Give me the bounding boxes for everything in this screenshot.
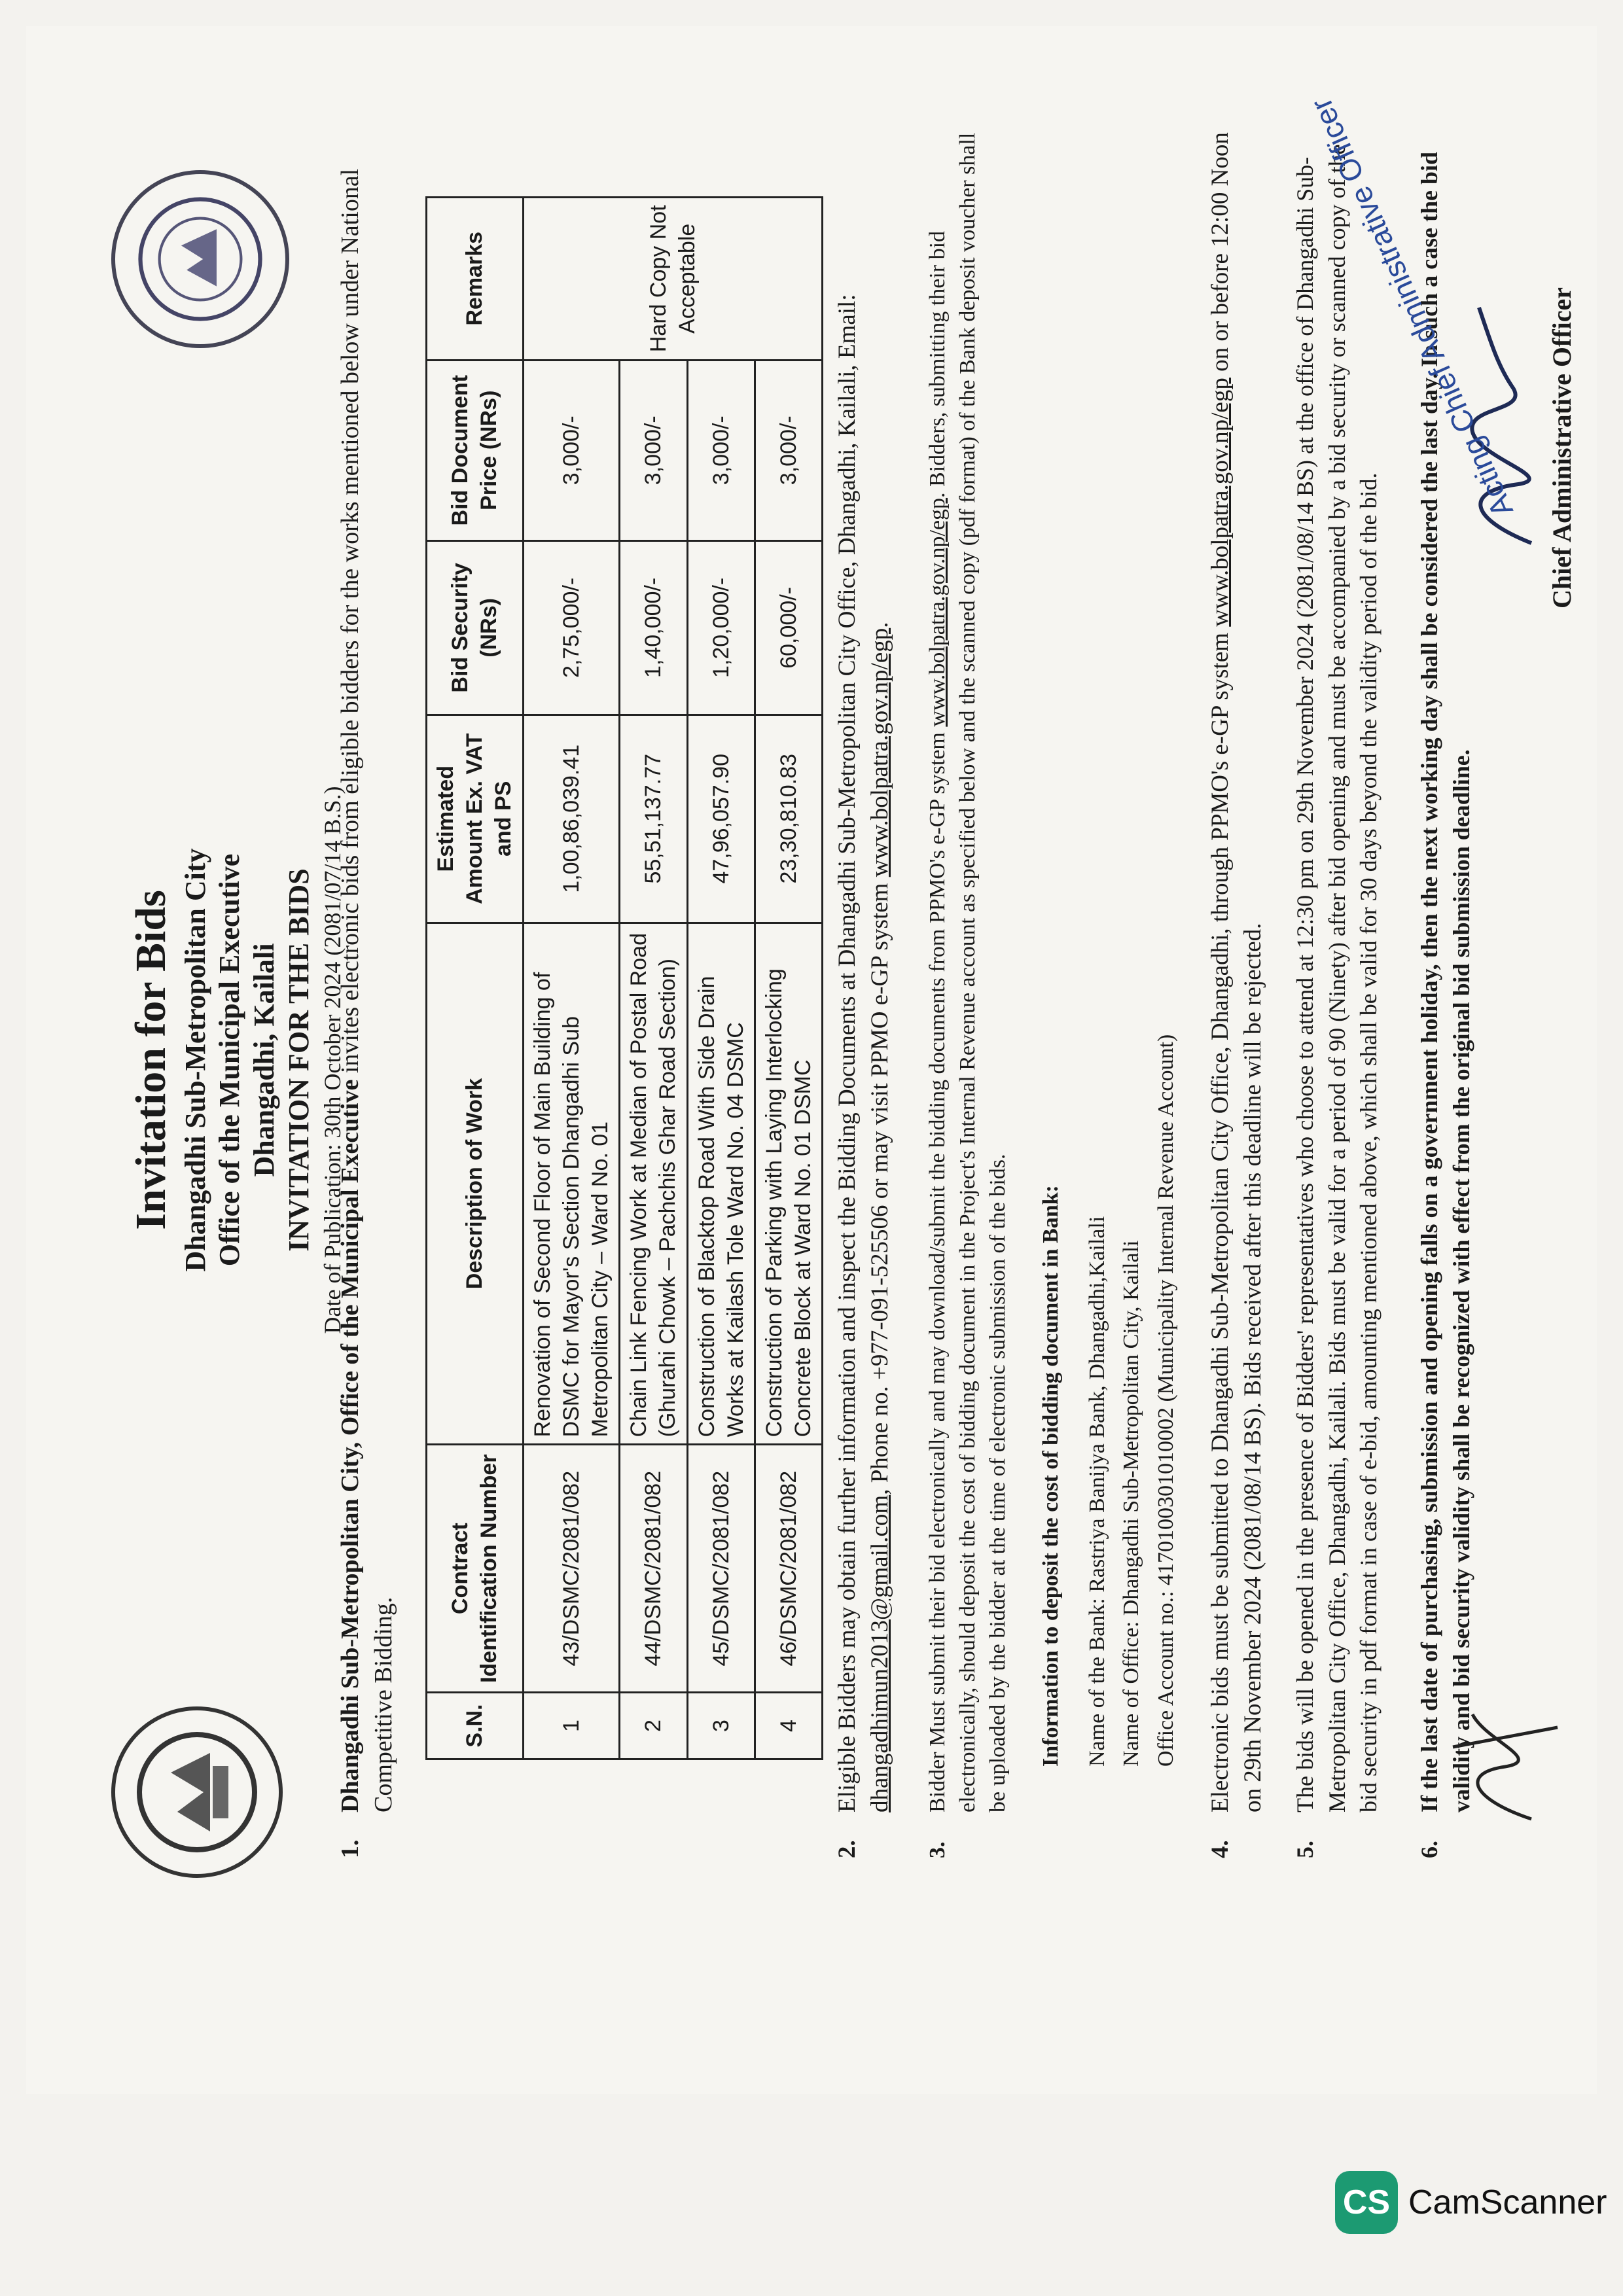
- initials-signature-icon: [1433, 1649, 1564, 1845]
- p5-text: The bids will be opened in the presence of Bidders' representatives who choose to attend at 12:30 pm on 29th November 2024 (2081/08/14 BS) at the office of Dhangadhi Sub-Metropolitan City Office, Dhangadhi, Kailali. Bids must be valid for a period of 90 (Ninety) after bid opening and must be accompanied by a bid security or scanned copy of the bid security in pdf format in case of e-bid, amounting mentioned above, which shall be valid for 30 days beyond the validity period of the bid.: [1292, 144, 1382, 1812]
- col-contract-id: Contract Identification Number: [427, 1445, 524, 1693]
- egp-link[interactable]: www.bolpatra.gov.np/egp: [1207, 378, 1234, 627]
- cell-bid-security: 1,20,000/-: [687, 540, 755, 715]
- cell-bid-security: 2,75,000/-: [523, 540, 620, 715]
- col-description: Description of Work: [427, 923, 524, 1445]
- p3-text-a: Bidder Must submit their bid electronically and may download/submit the bidding documents from PPMO's e-GP system: [925, 726, 950, 1812]
- p6-text: If the last date of purchasing, submission and opening falls on a government holiday, then the next working day shall be considered the last day. In such a case the bid validity and bid security validity shall be recognized with effect from the original bid submission deadline.: [1416, 151, 1474, 1812]
- acting-officer-stamp: Acting Chief Administrative Officer: [1304, 93, 1520, 522]
- item-number: 4.: [1207, 1840, 1234, 1858]
- cell-contract-id: 44/DSMC/2081/082: [620, 1445, 687, 1693]
- intro-bold: Dhangadhi Sub-Metropolitan City, Office of the Municipal Executive: [336, 1079, 364, 1812]
- p4-text-b: on or before 12:00 Noon on 29th November 2024 (2081/08/14 BS). Bids received after this deadline will be rejected.: [1207, 132, 1266, 1812]
- intro-text: invites electronic bids from eligible bidders for the works mentioned below under National Competitive Bidding.: [336, 168, 398, 1812]
- cell-estimated-amount: 55,51,137.77: [620, 715, 687, 923]
- col-remarks: Remarks: [427, 198, 524, 361]
- bank-info: [1034, 1034, 1184, 1767]
- municipality-name: Dhangadhi Sub-Metropolitan City: [179, 848, 211, 1272]
- intro-paragraph: [334, 137, 401, 1858]
- office-location: Dhangadhi, Kailali: [248, 943, 281, 1177]
- office-account: Office Account no.: 41701003010100​02 (Municipality Internal Revenue Account): [1154, 1034, 1179, 1767]
- item-number: 3.: [925, 1841, 950, 1858]
- item-number: 2.: [834, 1840, 861, 1858]
- cell-contract-id: 46/DSMC/2081/082: [755, 1445, 822, 1693]
- cell-bid-document-price: 3,000/-: [620, 360, 687, 540]
- col-bid-security: Bid Security (NRs): [427, 540, 524, 715]
- cell-sn: 1: [523, 1693, 620, 1759]
- table-header-row: [427, 198, 524, 1759]
- paragraph-5: [1289, 131, 1385, 1858]
- paragraph-2: [831, 131, 897, 1858]
- bids-table: [425, 196, 823, 1760]
- paragraph-3: [923, 131, 1013, 1858]
- document: [26, 26, 1597, 2094]
- table-row: [687, 198, 755, 1759]
- table-row: [523, 198, 620, 1759]
- item-number: 6.: [1416, 1841, 1442, 1858]
- p2-text-c: .: [866, 622, 893, 628]
- egp-link[interactable]: www.bolpatra.gov.np/egp: [866, 627, 893, 877]
- p2-text-b: , Phone no. +977-091-525506 or may visit PPMO e-GP system: [866, 877, 893, 1495]
- document-title: Invitation for Bids: [127, 890, 175, 1230]
- cell-sn: 2: [620, 1693, 687, 1759]
- cell-description: Renovation of Second Floor of Main Building of DSMC for Mayor's Section Dhangadhi Sub Metropolitan City – Ward No. 01: [523, 923, 620, 1445]
- cell-bid-security: 60,000/-: [755, 540, 822, 715]
- col-bid-document-price: Bid Document Price (NRs): [427, 360, 524, 540]
- cell-bid-security: 1,40,000/-: [620, 540, 687, 715]
- document-header: [124, 26, 348, 2094]
- cell-bid-document-price: 3,000/-: [755, 360, 822, 540]
- cell-remarks: Hard Copy Not Acceptable: [523, 198, 823, 361]
- bank-info-title: Information to deposit the cost of bidding document in Bank:: [1039, 1185, 1063, 1767]
- camscanner-logo-icon: CS: [1335, 2171, 1398, 2234]
- office-name: Office of the Municipal Executive: [213, 853, 246, 1267]
- cell-contract-id: 43/DSMC/2081/082: [523, 1445, 620, 1693]
- publication-date: Date of Publication: 30th October 2024 (2081/07/14 B.S.): [319, 786, 346, 1334]
- item-number: 5.: [1292, 1841, 1318, 1858]
- cell-estimated-amount: 23,30,810.83: [755, 715, 822, 923]
- egp-link[interactable]: www.bolpatra.gov.np/egp: [925, 497, 950, 727]
- cell-bid-document-price: 3,000/-: [523, 360, 620, 540]
- officer-title: Chief Administrative Officer: [1547, 287, 1577, 609]
- camscanner-name: CamScanner: [1408, 2183, 1607, 2221]
- cell-sn: 4: [755, 1693, 822, 1759]
- camscanner-watermark: [1335, 2171, 1607, 2234]
- item-number: 1.: [336, 1839, 364, 1858]
- office-name-line: Name of Office: Dhangadhi Sub-Metropolitan City, Kailali: [1119, 1240, 1144, 1767]
- cell-estimated-amount: 1,00,86,039.41: [523, 715, 620, 923]
- cell-contract-id: 45/DSMC/2081/082: [687, 1445, 755, 1693]
- col-estimated-amount: Estimated Amount Ex. VAT and PS: [427, 715, 524, 923]
- table-row: [755, 198, 822, 1759]
- cell-sn: 3: [687, 1693, 755, 1759]
- table-row: [620, 198, 687, 1759]
- cell-description: Construction of Blacktop Road With Side Drain Works at Kailash Tole Ward No. 04 DSMC: [687, 923, 755, 1445]
- scanned-page: [26, 26, 1597, 2094]
- p4-text-a: Electronic bids must be submitted to Dhangadhi Sub-Metropolitan City Office, Dhangadhi, through PPMO's e-GP system: [1207, 626, 1234, 1812]
- cell-bid-document-price: 3,000/-: [687, 360, 755, 540]
- p2-text-a: Eligible Bidders may obtain further information and inspect the Bidding Documents at Dhangadhi Sub-Metropolitan City Office, Dhangadhi, Kailali, Email:: [834, 294, 861, 1812]
- paragraph-4: [1204, 131, 1270, 1858]
- p3-text-b: . Bidders, submitting their bid electronically, should deposit the cost of bidding document in the Project's Internal Revenue account as specified below and the scanned copy (pdf format) of the Bank deposit voucher shall be uploaded by the bidder at the time of electronic submission of the bids.: [925, 132, 1010, 1812]
- notice-heading: INVITATION FOR THE BIDS: [282, 868, 315, 1252]
- contact-email-link[interactable]: dhangadhimun2013@gmail.com: [866, 1494, 893, 1812]
- bank-name: Name of the Bank: Rastriya Banijya Bank, Dhangadhi,Kailali: [1084, 1216, 1109, 1767]
- col-sn: S.N.: [427, 1693, 524, 1759]
- cell-estimated-amount: 47,96,057.90: [687, 715, 755, 923]
- cell-description: Chain Link Fencing Work at Median of Postal Road (Ghurahi Chowk – Pachchis Ghar Road Section): [620, 923, 687, 1445]
- cell-description: Construction of Parking with Laying Interlocking Concrete Block at Ward No. 01 DSMC: [755, 923, 822, 1445]
